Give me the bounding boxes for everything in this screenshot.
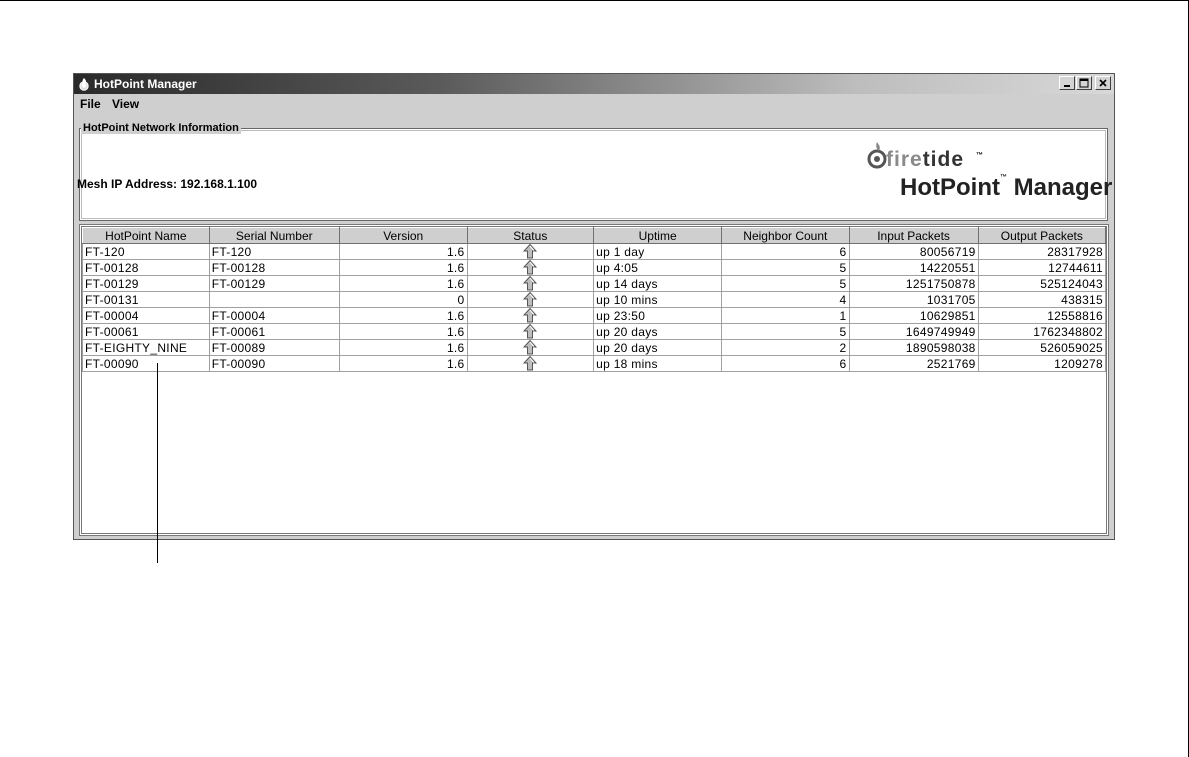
- window-controls: [1058, 76, 1111, 90]
- cell-version: 1.6: [339, 356, 467, 372]
- logo-brand: [886, 148, 964, 172]
- cell-uptime: up 14 days: [594, 276, 722, 292]
- cell-output-packets: 12558816: [978, 308, 1105, 324]
- table-row[interactable]: [83, 356, 1106, 372]
- table-header-row: [83, 228, 1106, 244]
- table-row[interactable]: [83, 324, 1106, 340]
- menu-view[interactable]: View: [112, 97, 140, 111]
- cell-version: 1.6: [339, 340, 467, 356]
- col-neighbor-count[interactable]: Neighbor Count: [722, 228, 849, 244]
- cell-status: [467, 292, 594, 308]
- up-arrow-icon: [523, 292, 537, 307]
- table-row[interactable]: [83, 244, 1106, 260]
- cell-uptime: up 18 mins: [594, 356, 722, 372]
- col-uptime[interactable]: Uptime: [594, 228, 722, 244]
- logo-product-tm: ™: [999, 174, 1007, 181]
- minimize-button[interactable]: [1059, 76, 1075, 90]
- minimize-icon: [1062, 78, 1072, 88]
- up-arrow-icon: [523, 340, 537, 355]
- logo-brand-fire: fire: [886, 148, 923, 171]
- table-row[interactable]: [83, 260, 1106, 276]
- cell-version: 1.6: [339, 324, 467, 340]
- cell-output-packets: 1209278: [978, 356, 1105, 372]
- cell-neighbor-count: 4: [722, 292, 849, 308]
- cell-status: [467, 276, 594, 292]
- cell-input-packets: 1031705: [849, 292, 978, 308]
- hotpoint-table-panel: [79, 224, 1109, 536]
- table-row[interactable]: [83, 340, 1106, 356]
- cell-input-packets: 80056719: [849, 244, 978, 260]
- cell-serial-number: FT-120: [209, 244, 339, 260]
- cell-output-packets: 1762348802: [978, 324, 1105, 340]
- cell-input-packets: 14220551: [849, 260, 978, 276]
- col-output-packets[interactable]: Output Packets: [978, 228, 1105, 244]
- cell-uptime: up 20 days: [594, 324, 722, 340]
- cell-uptime: up 20 days: [594, 340, 722, 356]
- cell-neighbor-count: 6: [722, 244, 849, 260]
- cell-uptime: up 1 day: [594, 244, 722, 260]
- up-arrow-icon: [523, 244, 537, 259]
- close-button[interactable]: [1095, 76, 1111, 90]
- cell-version: 0: [339, 292, 467, 308]
- logo-tm: ™: [976, 152, 983, 159]
- cell-serial-number: FT-00129: [209, 276, 339, 292]
- firetide-flame-icon: [866, 140, 888, 170]
- cell-output-packets: 438315: [978, 292, 1105, 308]
- cell-serial-number: [209, 292, 339, 308]
- cell-input-packets: 2521769: [849, 356, 978, 372]
- cell-neighbor-count: 5: [722, 276, 849, 292]
- col-hotpoint-name[interactable]: HotPoint Name: [83, 228, 210, 244]
- cell-version: 1.6: [339, 260, 467, 276]
- cell-hotpoint-name: FT-00061: [83, 324, 210, 340]
- cell-hotpoint-name: FT-00129: [83, 276, 210, 292]
- cell-output-packets: 12744611: [978, 260, 1105, 276]
- cell-hotpoint-name: FT-00131: [83, 292, 210, 308]
- cell-status: [467, 340, 594, 356]
- maximize-button[interactable]: [1076, 76, 1092, 90]
- cell-status: [467, 356, 594, 372]
- up-arrow-icon: [523, 356, 537, 371]
- cell-serial-number: FT-00090: [209, 356, 339, 372]
- mesh-ip-address: Mesh IP Address: 192.168.1.100: [77, 177, 258, 191]
- cell-uptime: up 4:05: [594, 260, 722, 276]
- cell-serial-number: FT-00089: [209, 340, 339, 356]
- cell-status: [467, 260, 594, 276]
- flame-icon: [77, 77, 91, 91]
- cell-version: 1.6: [339, 276, 467, 292]
- cell-version: 1.6: [339, 244, 467, 260]
- cell-hotpoint-name: FT-00004: [83, 308, 210, 324]
- title-bar[interactable]: [74, 74, 1114, 94]
- logo-product: [900, 174, 1112, 202]
- logo-brand-tide: tide: [922, 148, 965, 171]
- logo-product-tail: Manager: [1006, 174, 1113, 201]
- callout-line: [157, 363, 158, 563]
- menu-file[interactable]: File: [80, 97, 101, 111]
- cell-hotpoint-name: FT-00128: [83, 260, 210, 276]
- cell-neighbor-count: 5: [722, 324, 849, 340]
- cell-serial-number: FT-00061: [209, 324, 339, 340]
- cell-status: [467, 308, 594, 324]
- firetide-logo: [864, 138, 1113, 214]
- menu-bar: [74, 94, 1114, 112]
- cell-hotpoint-name: FT-EIGHTY_NINE: [83, 340, 210, 356]
- cell-hotpoint-name: FT-120: [83, 244, 210, 260]
- cell-input-packets: 10629851: [849, 308, 978, 324]
- cell-status: [467, 244, 594, 260]
- col-status[interactable]: Status: [467, 228, 594, 244]
- cell-input-packets: 1890598038: [849, 340, 978, 356]
- cell-status: [467, 324, 594, 340]
- up-arrow-icon: [523, 260, 537, 275]
- cell-output-packets: 28317928: [978, 244, 1105, 260]
- col-serial-number[interactable]: Serial Number: [209, 228, 339, 244]
- cell-output-packets: 526059025: [978, 340, 1105, 356]
- up-arrow-icon: [523, 308, 537, 323]
- cell-input-packets: 1649749949: [849, 324, 978, 340]
- hotpoint-table: [82, 227, 1106, 372]
- close-icon: [1098, 78, 1108, 88]
- cell-serial-number: FT-00004: [209, 308, 339, 324]
- cell-hotpoint-name: FT-00090: [83, 356, 210, 372]
- cell-serial-number: FT-00128: [209, 260, 339, 276]
- page-border: [0, 0, 1189, 1]
- table-row[interactable]: [83, 276, 1106, 292]
- cell-version: 1.6: [339, 308, 467, 324]
- cell-uptime: up 10 mins: [594, 292, 722, 308]
- hotpoint-manager-window: [73, 73, 1115, 540]
- table-row[interactable]: [83, 308, 1106, 324]
- maximize-icon: [1079, 78, 1089, 88]
- table-row[interactable]: [83, 292, 1106, 308]
- cell-neighbor-count: 1: [722, 308, 849, 324]
- cell-neighbor-count: 5: [722, 260, 849, 276]
- cell-neighbor-count: 6: [722, 356, 849, 372]
- col-input-packets[interactable]: Input Packets: [849, 228, 978, 244]
- cell-output-packets: 525124043: [978, 276, 1105, 292]
- window-title: HotPoint Manager: [94, 77, 197, 91]
- table-body: [83, 244, 1106, 372]
- cell-input-packets: 1251750878: [849, 276, 978, 292]
- up-arrow-icon: [523, 324, 537, 339]
- cell-neighbor-count: 2: [722, 340, 849, 356]
- logo-product-main: HotPoint: [900, 174, 1000, 201]
- cell-uptime: up 23:50: [594, 308, 722, 324]
- up-arrow-icon: [523, 276, 537, 291]
- network-info-legend: HotPoint Network Information: [83, 122, 239, 134]
- col-version[interactable]: Version: [339, 228, 467, 244]
